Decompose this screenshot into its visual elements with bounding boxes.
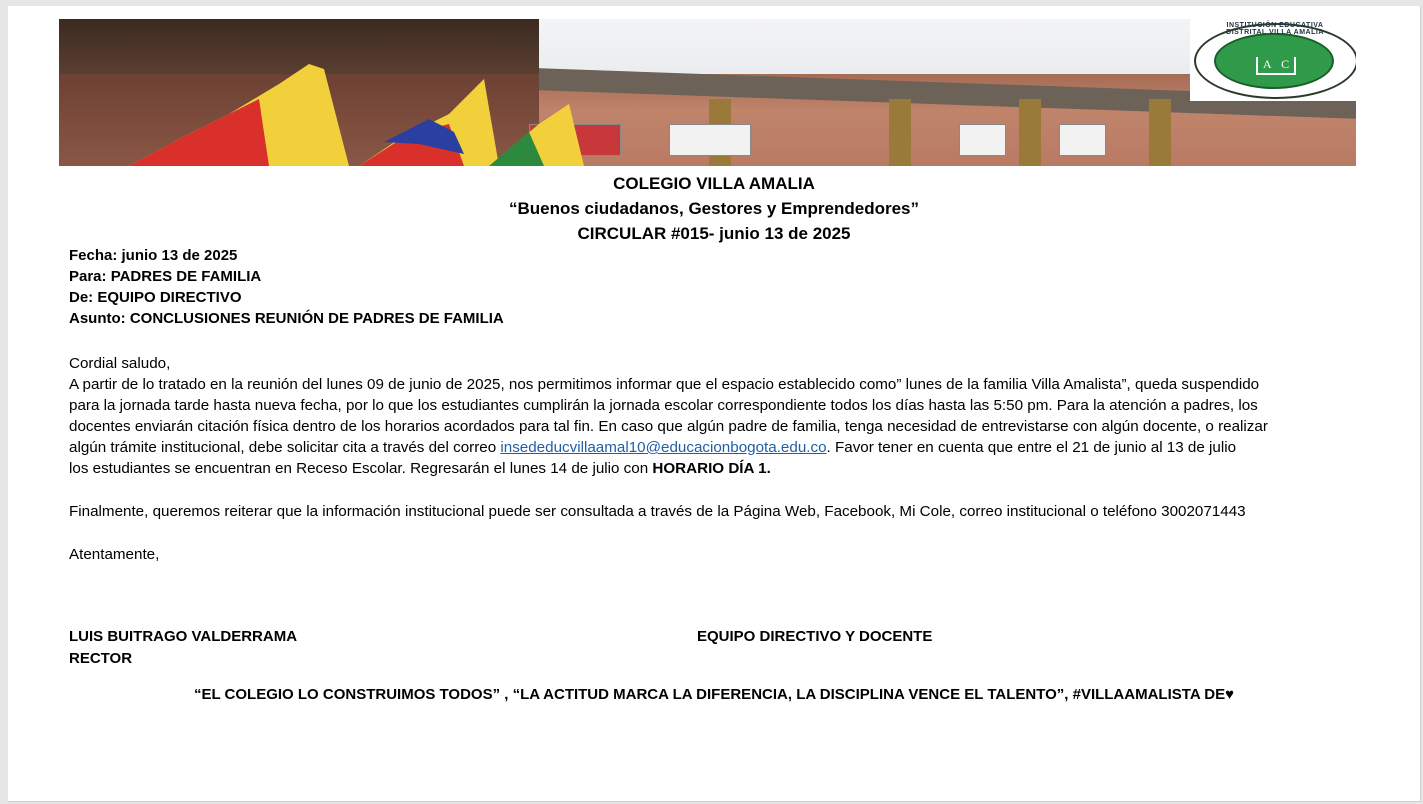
school-logo [1190,19,1356,101]
book-icon [1256,57,1296,75]
email-link[interactable]: insededucvillaamal10@educacionbogota.edu.co [500,439,827,456]
team-signature: EQUIPO DIRECTIVO Y DOCENTE [697,628,933,645]
document-page [8,6,1421,802]
logo-letter: A [1262,57,1272,71]
header-banner-image [59,19,1356,166]
body-line: para la jornada tarde hasta nueva fecha, por lo que los estudiantes cumplirán la jornada escolar correspondiente todos los días hasta las 5:50 pm. Para la atención a padres, los [69,397,1258,414]
flags-illustration [119,44,599,166]
footer-motto: “EL COLEGIO LO CONSTRUIMOS TODOS” , “LA ACTITUD MARCA LA DIFERENCIA, LA DISCIPLINA VENCE EL TALENTO”, #VILLAAMALISTA DE♥ [193,686,1235,703]
signer-role: RECTOR [69,650,133,667]
circular-title: CIRCULAR #015- junio 13 de 2025 [577,224,851,243]
body-line: docentes enviarán citación física dentro de los horarios acordados para tal fin. En caso que algún padre de familia, tenga necesidad de entrevistarse con algún docente, o realizar [69,418,1268,435]
school-name: COLEGIO VILLA AMALIA [613,174,815,193]
banner-board [669,124,751,156]
meta-sender: De: EQUIPO DIRECTIVO [69,289,242,306]
final-paragraph: Finalmente, queremos reiterar que la información institucional puede ser consultada a través de la Página Web, Facebook, Mi Cole, correo institucional o teléfono 3002071443 [69,503,1246,520]
meta-date: Fecha: junio 13 de 2025 [69,247,238,264]
body-line [69,437,1268,458]
greeting: Cordial saludo, [69,355,171,372]
banner-pillar [1149,99,1171,166]
body-line [69,458,1268,479]
meta-subject: Asunto: CONCLUSIONES REUNIÓN DE PADRES DE FAMILIA [69,310,504,327]
closing: Atentamente, [69,546,160,563]
school-motto: “Buenos ciudadanos, Gestores y Emprendedores” [508,199,919,218]
logo-letter: C [1281,57,1290,71]
banner-pillar [889,99,911,166]
schedule-emphasis: HORARIO DÍA 1. [652,460,771,477]
banner-pillar [1019,99,1041,166]
banner-board [959,124,1006,156]
body-text: . Favor tener en cuenta que entre el 21 de junio al 13 de julio [826,439,1237,456]
meta-recipient: Para: PADRES DE FAMILIA [69,268,262,285]
banner-board [1059,124,1106,156]
signer-name: LUIS BUITRAGO VALDERRAMA [69,628,298,645]
body-text: algún trámite institucional, debe solicitar cita a través del correo [69,439,501,456]
logo-ring-text: INSTITUCIÓN EDUCATIVA DISTRITAL VILLA AMALIA [1226,22,1324,36]
body-line: A partir de lo tratado en la reunión del lunes 09 de junio de 2025, nos permitimos informar que el espacio establecido como” lunes de la familia Villa Amalista”, queda suspendido [69,376,1260,393]
logo-inner-circle [1214,33,1334,89]
body-text: los estudiantes se encuentran en Receso Escolar. Regresarán el lunes 14 de julio con [69,460,653,477]
body-paragraph [69,374,1268,479]
